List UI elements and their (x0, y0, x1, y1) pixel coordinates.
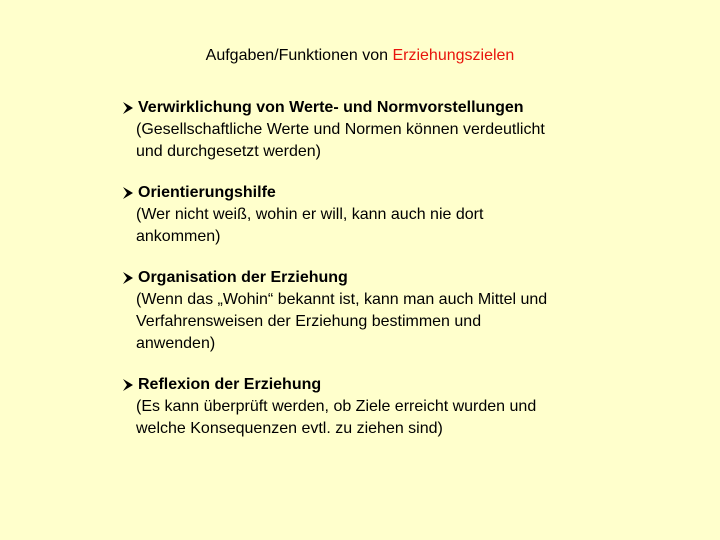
arrow-bullet-icon (121, 101, 135, 115)
bullet-list (121, 97, 681, 459)
page-title (0, 47, 720, 65)
bullet-heading-text: Reflexion der Erziehung (138, 376, 322, 393)
bullet-heading-text: Orientierungshilfe (138, 184, 276, 201)
bullet-heading (121, 97, 681, 119)
arrow-bullet-icon (121, 271, 135, 285)
title-prefix: Aufgaben/Funktionen von (205, 47, 393, 64)
list-item (121, 182, 681, 248)
bullet-body: (Es kann überprüft werden, ob Ziele erreicht wurden und welche Konsequenzen evtl. zu ziehen sind) (136, 398, 537, 437)
arrow-bullet-icon (121, 186, 135, 200)
list-item (121, 374, 681, 440)
title-accent: Erziehungszielen (392, 47, 515, 64)
bullet-heading (121, 374, 681, 396)
bullet-body: (Wer nicht weiß, wohin er will, kann auch nie dort ankommen) (136, 206, 484, 245)
list-item (121, 97, 681, 163)
bullet-body: (Gesellschaftliche Werte und Normen können verdeutlicht und durchgesetzt werden) (136, 121, 545, 160)
arrow-bullet-icon (121, 378, 135, 392)
bullet-body: (Wenn das „Wohin“ bekannt ist, kann man auch Mittel und Verfahrensweisen der Erziehung bestimmen und anwenden) (136, 291, 548, 352)
bullet-heading (121, 267, 681, 289)
list-item (121, 267, 681, 355)
bullet-heading-text: Organisation der Erziehung (138, 269, 348, 286)
bullet-heading (121, 182, 681, 204)
bullet-heading-text: Verwirklichung von Werte- und Normvorstellungen (138, 99, 524, 116)
